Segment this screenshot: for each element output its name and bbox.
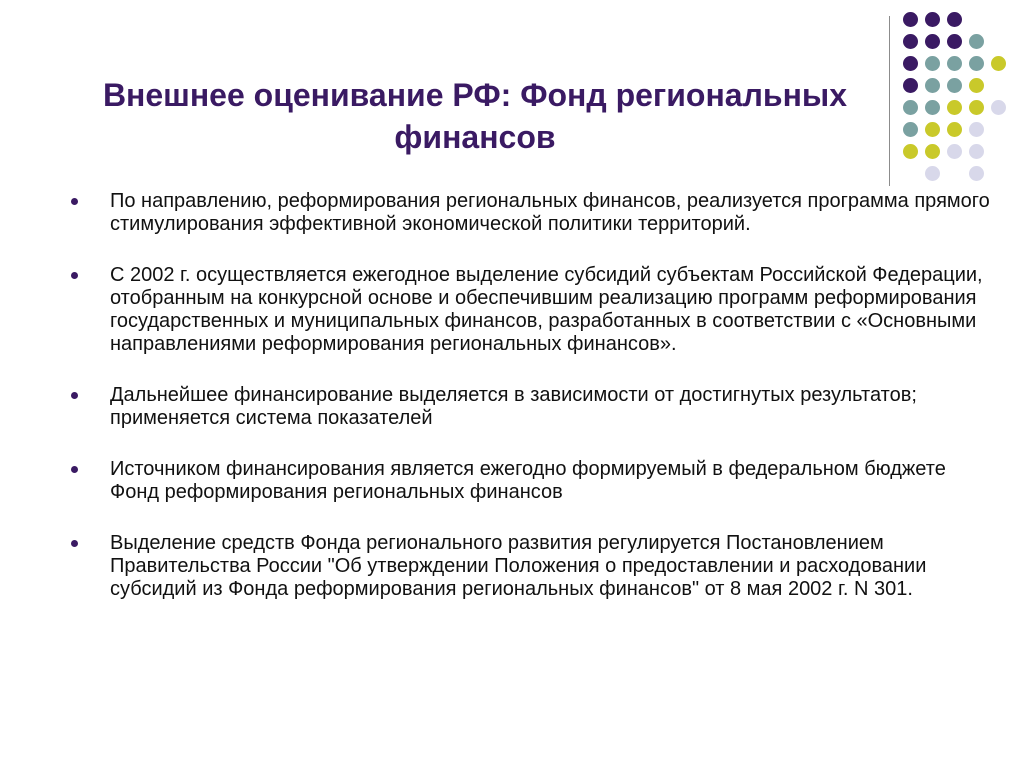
bullet-text: Источником финансирования является ежегодно формируемый в федеральном бюджете Фонд реформирования региональных финансов bbox=[110, 458, 946, 503]
decorative-dot bbox=[903, 78, 918, 93]
decorative-dot bbox=[903, 122, 918, 137]
decorative-dot bbox=[947, 56, 962, 71]
bullet-text: По направлению, реформирования региональных финансов, реализуется программа прямого стимулирования эффективной экономической политики территорий. bbox=[110, 190, 990, 235]
decorative-dot bbox=[925, 78, 940, 93]
decorative-dot bbox=[903, 144, 918, 159]
decorative-dot bbox=[925, 100, 940, 115]
bullet-item bbox=[70, 532, 990, 601]
decorative-dot bbox=[947, 144, 962, 159]
decorative-dot bbox=[903, 34, 918, 49]
decorative-dot bbox=[947, 78, 962, 93]
bullet-dot-icon bbox=[71, 540, 78, 547]
bullet-text: Дальнейшее финансирование выделяется в зависимости от достигнутых результатов; применяется система показателей bbox=[110, 384, 917, 429]
bullet-item bbox=[70, 384, 990, 430]
decorative-dot bbox=[925, 34, 940, 49]
decorative-dot bbox=[969, 144, 984, 159]
bullet-list bbox=[70, 190, 990, 629]
decorative-dot bbox=[991, 100, 1006, 115]
bullet-dot-icon bbox=[71, 198, 78, 205]
decorative-dot bbox=[969, 78, 984, 93]
bullet-item bbox=[70, 264, 990, 356]
bullet-dot-icon bbox=[71, 272, 78, 279]
decorative-dot bbox=[991, 56, 1006, 71]
decorative-dot bbox=[925, 56, 940, 71]
decorative-dot bbox=[925, 12, 940, 27]
slide-title: Внешнее оценивание РФ: Фонд региональных финансов bbox=[102, 77, 848, 155]
decorative-dot bbox=[925, 122, 940, 137]
decorative-dot bbox=[903, 100, 918, 115]
decorative-dot-grid bbox=[903, 12, 1023, 172]
bullet-text: Выделение средств Фонда регионального развития регулируется Постановлением Правительства России "Об утверждении Положения о предоставлении и расходовании субсидий из Фонда реформирования региональных финансов" от 8 мая 2002 г. N 301. bbox=[110, 532, 927, 600]
bullet-dot-icon bbox=[71, 466, 78, 473]
decorative-dot bbox=[925, 144, 940, 159]
decorative-dot bbox=[969, 100, 984, 115]
decorative-dot bbox=[947, 100, 962, 115]
decorative-dot bbox=[969, 34, 984, 49]
decorative-dot bbox=[947, 12, 962, 27]
decorative-dot bbox=[969, 56, 984, 71]
decorative-dot bbox=[969, 122, 984, 137]
decorative-dot bbox=[947, 34, 962, 49]
bullet-item bbox=[70, 458, 990, 504]
decorative-dot bbox=[969, 166, 984, 181]
bullet-dot-icon bbox=[71, 392, 78, 399]
bullet-text: С 2002 г. осуществляется ежегодное выделение субсидий субъектам Российской Федерации, отобранным на конкурсной основе и обеспечившим реализацию программ реформирования государственных и муниципальных финансов, разработанных в соответствии с «Основными направлениями реформирования региональных финансов». bbox=[110, 264, 983, 355]
decorative-dot bbox=[947, 122, 962, 137]
decorative-dot bbox=[903, 12, 918, 27]
decorative-dot bbox=[925, 166, 940, 181]
bullet-item bbox=[70, 190, 990, 236]
decorative-divider-line bbox=[889, 16, 890, 186]
decorative-dot bbox=[903, 56, 918, 71]
